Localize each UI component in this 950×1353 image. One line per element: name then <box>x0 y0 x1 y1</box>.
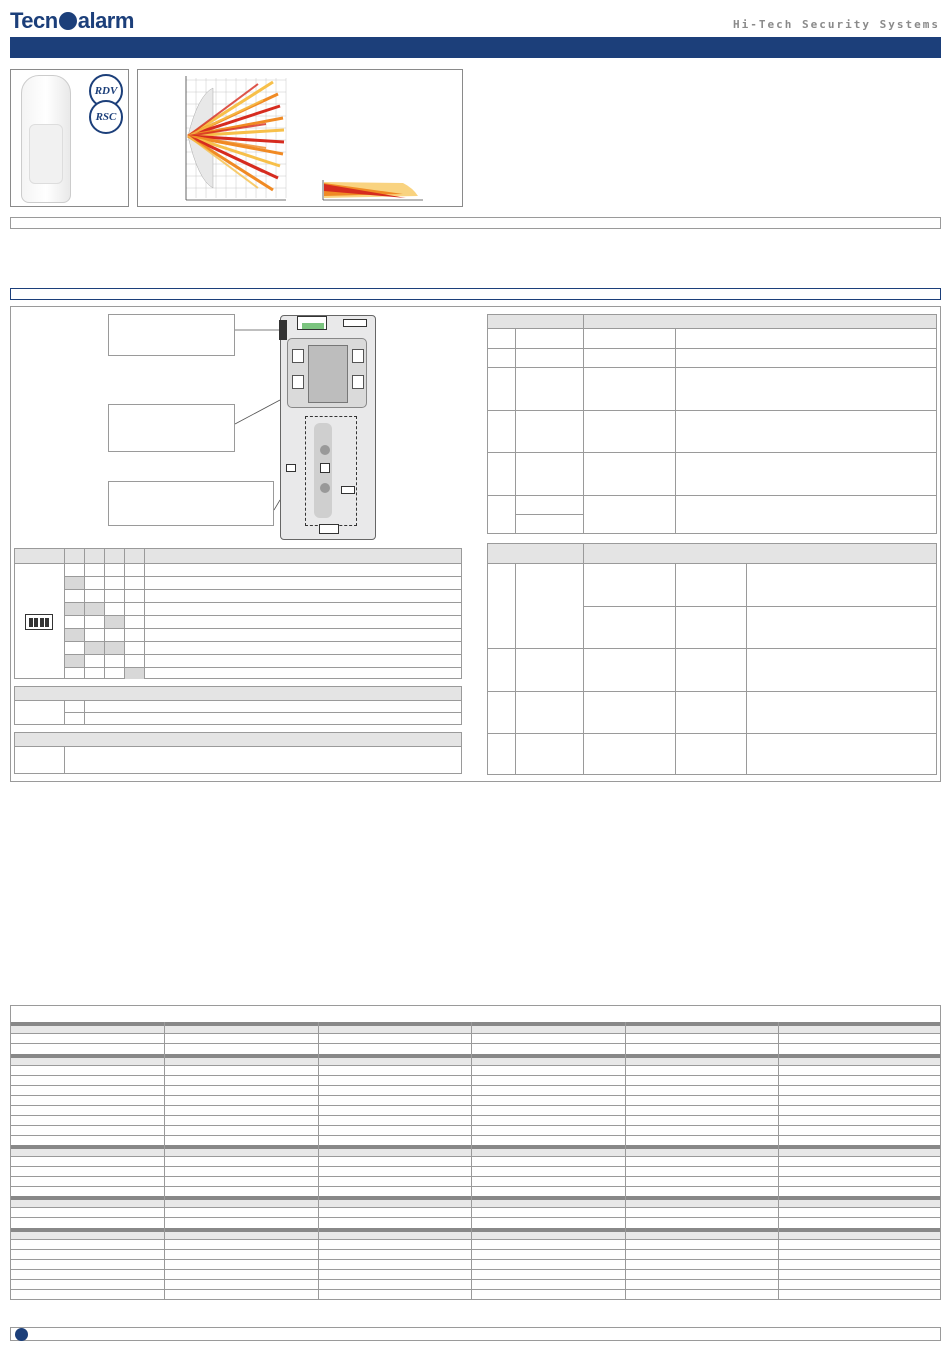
coverage-diagram <box>138 70 464 208</box>
callout-box-2 <box>108 404 235 452</box>
footer-bar <box>10 1327 941 1341</box>
tecnoalarm-footer-icon <box>15 1328 28 1341</box>
title-bar <box>10 37 941 58</box>
brand-tagline: Hi-Tech Security Systems <box>733 18 940 31</box>
rdv-logo-icon: RDV <box>89 74 123 108</box>
detector-image <box>21 75 71 203</box>
section-bar-1 <box>10 217 941 229</box>
terminal-block <box>297 316 327 330</box>
product-photo-panel <box>10 69 129 207</box>
right-table-1 <box>487 314 937 534</box>
coverage-diagram-panel <box>137 69 463 207</box>
dip-switch-diagram-icon <box>25 614 53 630</box>
logo-text-left: Tecn <box>10 8 58 33</box>
dip-switch-icon <box>319 524 339 534</box>
jumper-icon <box>343 319 367 327</box>
settings-table-2 <box>14 686 462 725</box>
settings-table-3 <box>14 732 462 774</box>
sensor-housing <box>287 338 367 408</box>
right-table-2 <box>487 543 937 775</box>
pcb-detail-area <box>305 416 357 526</box>
label-tag-left <box>286 464 296 472</box>
dip-settings-table <box>14 548 462 679</box>
pcb-board <box>280 315 376 540</box>
label-tag-right <box>341 486 355 494</box>
spec-table <box>10 1005 941 1300</box>
logo-circle-icon <box>59 12 77 30</box>
brand-logo <box>10 8 134 34</box>
section-bar-2 <box>10 288 941 300</box>
logo-text-right: alarm <box>77 8 134 33</box>
rsc-logo-icon: RSC <box>89 100 123 134</box>
callout-box-1 <box>108 314 235 356</box>
antenna-icon <box>279 320 287 340</box>
callout-lines <box>235 320 285 530</box>
